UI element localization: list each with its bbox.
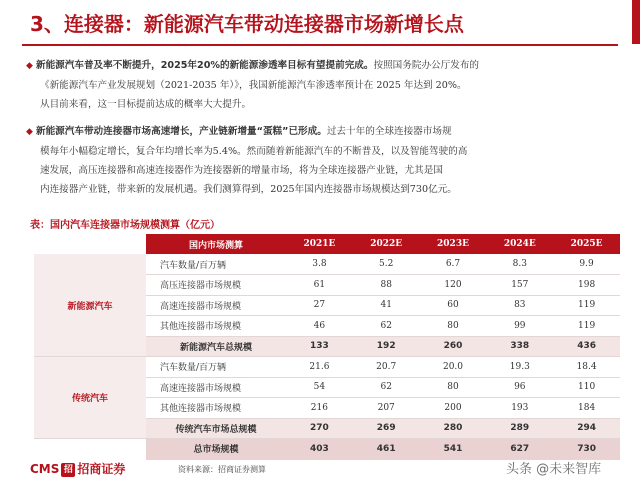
para2-line1: 过去十年的全球连接器市场规 [326,126,452,137]
bullet-icon: ◆ [26,127,33,137]
table-cell: 27 [286,295,353,316]
para1-line1: 按照国务院办公厅发布的 [373,60,480,71]
table-cell: 294 [553,418,620,439]
logo-text-right: 招商证券 [77,462,126,476]
table-cell: 61 [286,275,353,296]
table-cell: 62 [353,316,420,337]
table-cell: 5.2 [353,254,420,275]
table-cell: 119 [553,295,620,316]
footer [0,458,640,480]
row-label: 高速连接器市场规模 [146,377,286,398]
row-label: 汽车数量/百万辆 [146,254,286,275]
table-cell: 80 [420,316,487,337]
header-spacer [34,234,146,254]
table-row-grand-total [34,439,620,460]
table-cell: 133 [286,336,353,357]
table-cell: 730 [553,439,620,460]
table-cell: 46 [286,316,353,337]
table-cell: 269 [353,418,420,439]
title-bar [0,0,640,44]
table-cell: 110 [553,377,620,398]
table-cell: 198 [553,275,620,296]
table-cell: 60 [420,295,487,316]
table-cell: 200 [420,398,487,419]
table-cell: 216 [286,398,353,419]
market-table [34,234,620,460]
header-cell: 2023E [420,234,487,254]
table-cell: 3.8 [286,254,353,275]
table-cell: 19.3 [486,357,553,378]
table-cell: 62 [353,377,420,398]
row-label: 传统汽车市场总规模 [146,418,286,439]
row-label: 其他连接器市场规模 [146,316,286,337]
table-cell: 280 [420,418,487,439]
table-cell: 21.6 [286,357,353,378]
cms-logo [30,460,125,477]
table-cell: 403 [286,439,353,460]
para2-line3: 速发展，高压连接器和高速连接器作为连接器新的增量市场，将为全球连接器产业链，尤其是国 [40,165,443,176]
logo-text-left: CMS [30,462,60,476]
table-row [34,357,620,378]
table-cell: 289 [486,418,553,439]
row-label: 高速连接器市场规模 [146,295,286,316]
table-cell: 260 [420,336,487,357]
header-cell: 2025E [553,234,620,254]
paragraph-2 [26,122,616,199]
source-note: 资料来源：招商证券测算 [178,465,266,474]
table-cell: 184 [553,398,620,419]
table-cell: 6.7 [420,254,487,275]
table-cell: 20.7 [353,357,420,378]
table-cell: 83 [486,295,553,316]
table-cell: 193 [486,398,553,419]
table-cell: 436 [553,336,620,357]
table-cell: 8.3 [486,254,553,275]
header-cell: 2024E [486,234,553,254]
table-cell: 270 [286,418,353,439]
table-cell: 627 [486,439,553,460]
table-cell: 20.0 [420,357,487,378]
page-title: 3、连接器：新能源汽车带动连接器市场新增长点 [30,12,464,36]
logo-badge-icon: 招 [61,463,75,477]
table-cell: 18.4 [553,357,620,378]
table-cell: 192 [353,336,420,357]
paragraph-1 [26,56,616,114]
row-label: 其他连接器市场规模 [146,398,286,419]
header-cell: 2022E [353,234,420,254]
grand-spacer [34,439,146,460]
table-caption: 表：国内汽车连接器市场规模测算（亿元） [30,220,220,231]
para2-line2: 模每年小幅稳定增长，复合年均增长率为5.4%。然而随着新能源汽车的不断普及，以及智能驾驶的高 [40,146,468,157]
row-label: 总市场规模 [146,439,286,460]
table-header-row [34,234,620,254]
corner-accent [632,0,640,44]
header-cell: 国内市场测算 [146,234,286,254]
table-row [34,254,620,275]
group-label: 新能源汽车 [34,254,146,357]
para1-line3: 从目前来看，这一目标提前达成的概率大大提升。 [40,99,252,110]
table-cell: 119 [553,316,620,337]
table-cell: 9.9 [553,254,620,275]
table-cell: 461 [353,439,420,460]
row-label: 汽车数量/百万辆 [146,357,286,378]
table-cell: 54 [286,377,353,398]
row-label: 新能源汽车总规模 [146,336,286,357]
table-cell: 157 [486,275,553,296]
table-cell: 80 [420,377,487,398]
para2-lead: 新能源汽车带动连接器市场高速增长，产业链新增量“蛋糕”已形成。 [36,126,327,137]
title-divider [22,44,618,46]
table-cell: 88 [353,275,420,296]
table-cell: 541 [420,439,487,460]
header-cell: 2021E [286,234,353,254]
table-cell: 207 [353,398,420,419]
table-cell: 338 [486,336,553,357]
table-cell: 120 [420,275,487,296]
table-cell: 99 [486,316,553,337]
table-cell: 41 [353,295,420,316]
para1-lead: 新能源汽车普及率不断提升，2025年20%的新能源渗透率目标有望提前完成。 [36,60,374,71]
row-label: 高压连接器市场规模 [146,275,286,296]
group-label: 传统汽车 [34,357,146,439]
para1-line2: 《新能源汽车产业发展规划（2021-2035 年）》，我国新能源汽车渗透率预计在 2025 年达到 20%。 [40,80,467,91]
watermark: 头条 @未来智库 [506,462,602,477]
table-cell: 96 [486,377,553,398]
bullet-icon: ◆ [26,61,33,71]
para2-line4: 内连接器产业链，带来新的发展机遇。我们测算得到，2025年国内连接器市场规模达到730亿元。 [40,184,457,195]
